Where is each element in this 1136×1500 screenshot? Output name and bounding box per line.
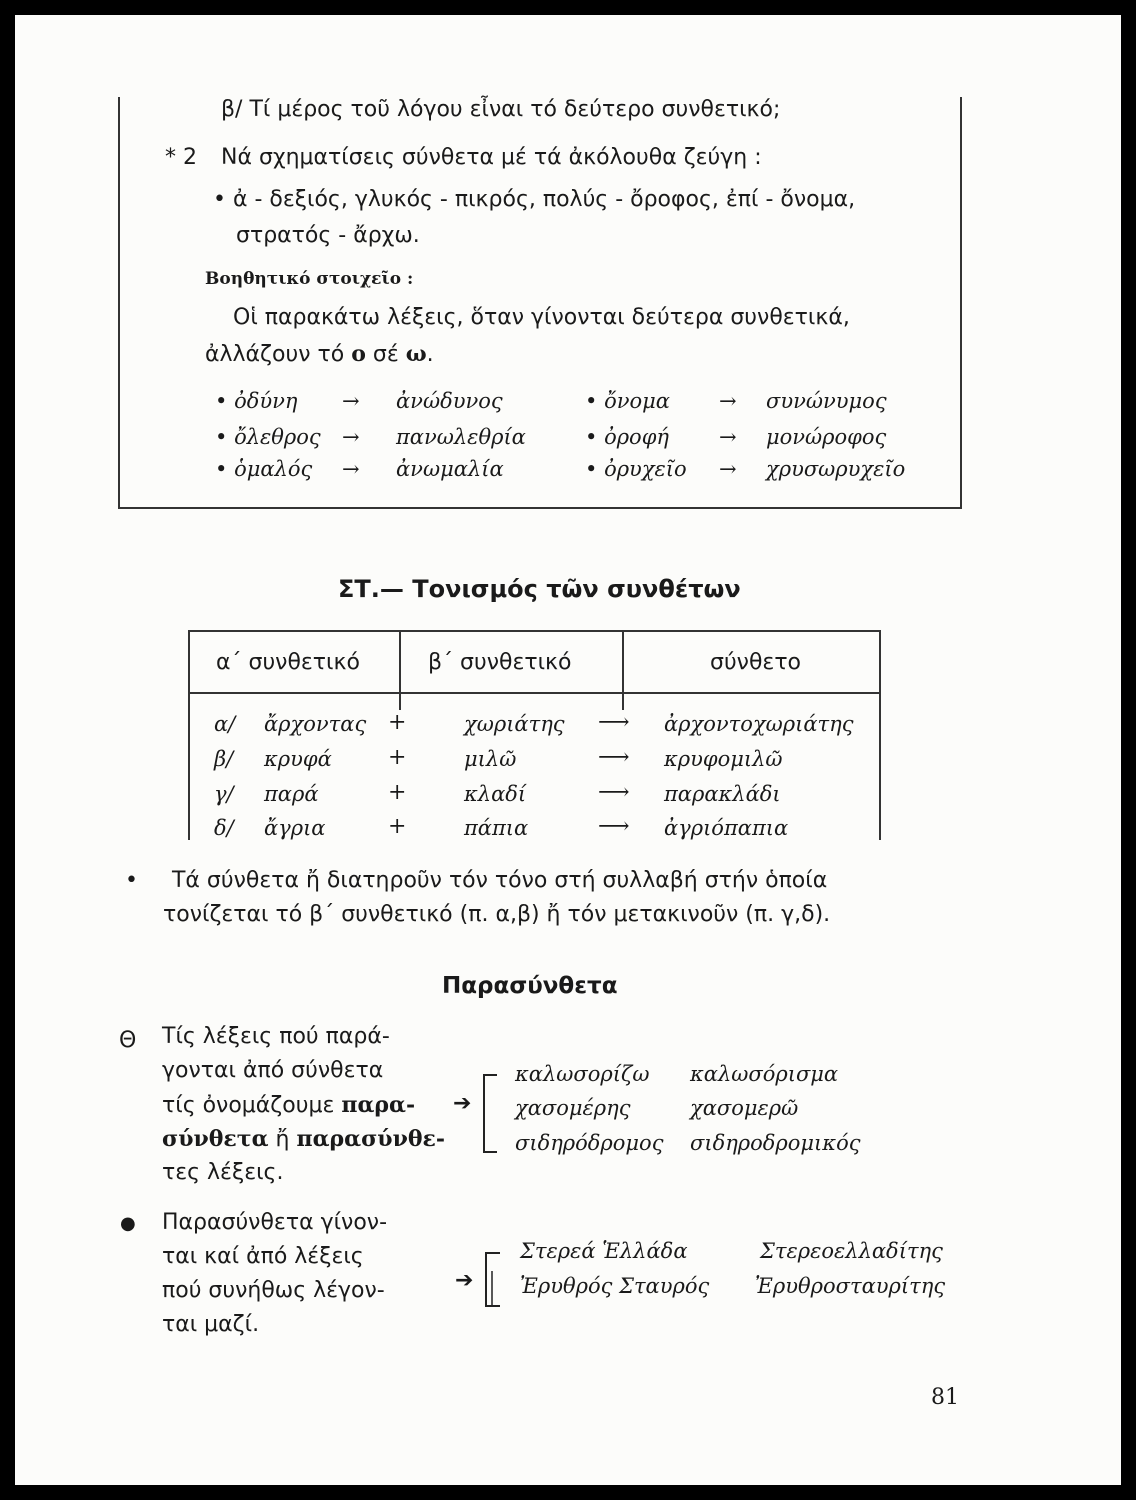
compound-result: ἀρχοντοχωριάτης — [664, 712, 854, 736]
bracket-icon — [482, 1251, 504, 1309]
pair-left: σιδηρόδρομος — [515, 1131, 664, 1155]
section-title: ΣΤ.— Τονισμός τῶν συνθέτων — [338, 575, 741, 603]
bracket-icon — [481, 1073, 499, 1155]
tonos-table — [188, 630, 881, 840]
page — [15, 15, 1121, 1485]
note-line-1: • Τά σύνθετα ἤ διατηροῦν τόν τόνο στή συλλαβή στήν ὁποία — [125, 868, 828, 893]
helper-line-2: ἀλλάζουν τό ο σέ ω. — [205, 341, 434, 367]
second-component: κλαδί — [464, 782, 527, 806]
example-d: χρυσωρυχεῖο — [766, 457, 906, 481]
second-component: χωριάτης — [464, 712, 565, 736]
row-label: α/ — [214, 712, 236, 736]
example-b: ἀνώδυνος — [396, 389, 503, 413]
def-line: σύνθετα ἤ παρασύνθε- — [162, 1126, 446, 1152]
long-arrow-icon: ⟶ — [598, 780, 630, 805]
pair-right: Στερεοελλαδίτης — [760, 1239, 943, 1263]
first-component: ἄγρια — [264, 816, 326, 840]
bullet-icon: ● — [120, 1213, 136, 1234]
arrow-icon: → — [342, 389, 360, 413]
plus-icon: + — [388, 745, 407, 770]
plus-icon: + — [388, 780, 407, 805]
question-b: β/ Τί μέρος τοῦ λόγου εἶναι τό δεύτερο συνθετικό; — [221, 97, 781, 122]
table-header: σύνθετο — [710, 650, 802, 675]
row-label: γ/ — [214, 782, 234, 806]
long-arrow-icon: ⟶ — [598, 814, 630, 839]
page-number: 81 — [931, 1385, 959, 1410]
question-2-text: Νά σχηματίσεις σύνθετα μέ τά ἀκόλουθα ζεύγη : — [221, 145, 762, 170]
pair-left: χασομέρης — [515, 1096, 631, 1120]
second-line: Παρασύνθετα γίνον- — [162, 1210, 388, 1235]
pair-right: καλωσόρισμα — [690, 1062, 839, 1086]
arrow-icon: → — [342, 457, 360, 481]
right-arrow-icon: ➔ — [455, 1268, 474, 1293]
first-component: παρά — [264, 782, 319, 806]
pairs-line-1: • ἀ - δεξιός, γλυκός - πικρός, πολύς - ὄροφος, ἐπί - ὄνομα, — [213, 187, 856, 212]
arrow-icon: → — [719, 389, 737, 413]
example-d: συνώνυμος — [766, 389, 887, 413]
example-b: πανωλεθρία — [396, 425, 526, 449]
example-a: • ὁμαλός — [215, 457, 313, 481]
row-label: δ/ — [214, 816, 234, 840]
first-component: κρυφά — [264, 747, 332, 771]
example-a: • ὄλεθρος — [215, 425, 321, 449]
pairs-line-2: στρατός - ἄρχω. — [236, 223, 420, 248]
second-line: ται μαζί. — [162, 1312, 260, 1337]
parasyntheta-title: Παρασύνθετα — [442, 973, 618, 999]
pair-left: Ἐρυθρός Σταυρός — [520, 1274, 710, 1298]
long-arrow-icon: ⟶ — [598, 710, 630, 735]
table-header: β΄ συνθετικό — [428, 650, 572, 675]
example-c: • ὀροφή — [585, 425, 669, 449]
second-component: μιλῶ — [464, 747, 517, 771]
arrow-icon: → — [719, 425, 737, 449]
def-line: Τίς λέξεις πού παρά- — [162, 1024, 390, 1049]
example-c: • ὄνομα — [585, 389, 670, 413]
compound-result: παρακλάδι — [664, 782, 781, 806]
pair-left: Στερεά Ἑλλάδα — [520, 1239, 688, 1263]
second-component: πάπια — [464, 816, 529, 840]
def-line: τίς ὀνομάζουμε παρα- — [162, 1092, 416, 1118]
arrow-icon: → — [342, 425, 360, 449]
first-component: ἄρχοντας — [264, 712, 367, 736]
row-label: β/ — [214, 747, 234, 771]
pair-right: χασομερῶ — [690, 1096, 799, 1120]
right-arrow-icon: ➔ — [453, 1091, 472, 1116]
note-line-2: τονίζεται τό β΄ συνθετικό (π. α,β) ἤ τόν μετακινοῦν (π. γ,δ). — [163, 902, 831, 927]
helper-label: Βοηθητικό στοιχεῖο : — [205, 269, 414, 289]
example-c: • ὀρυχεῖο — [585, 457, 687, 481]
second-line: ται καί ἀπό λέξεις — [162, 1244, 364, 1269]
plus-icon: + — [388, 814, 407, 839]
question-2-marker: * 2 — [165, 145, 197, 170]
helper-line-1: Οἱ παρακάτω λέξεις, ὅταν γίνονται δεύτερα συνθετικά, — [233, 305, 850, 330]
theta-icon: Θ — [119, 1028, 137, 1053]
def-line: γονται ἀπό σύνθετα — [162, 1058, 384, 1083]
second-line: πού συνήθως λέγον- — [162, 1278, 385, 1303]
def-line: τες λέξεις. — [162, 1160, 284, 1185]
example-b: ἀνωμαλία — [396, 457, 504, 481]
compound-result: ἀγριόπαπια — [664, 816, 789, 840]
plus-icon: + — [388, 710, 407, 735]
example-a: • ὀδύνη — [215, 389, 298, 413]
pair-right: σιδηροδρομικός — [690, 1131, 861, 1155]
bullet-icon: • — [213, 187, 233, 212]
example-d: μονώροφος — [766, 425, 887, 449]
table-header: α΄ συνθετικό — [216, 650, 360, 675]
pair-right: Ἐρυθροσταυρίτης — [755, 1274, 946, 1298]
arrow-icon: → — [719, 457, 737, 481]
compound-result: κρυφομιλῶ — [664, 747, 783, 771]
long-arrow-icon: ⟶ — [598, 745, 630, 770]
bullet-icon: • — [125, 868, 138, 893]
pair-left: καλωσορίζω — [515, 1062, 650, 1086]
